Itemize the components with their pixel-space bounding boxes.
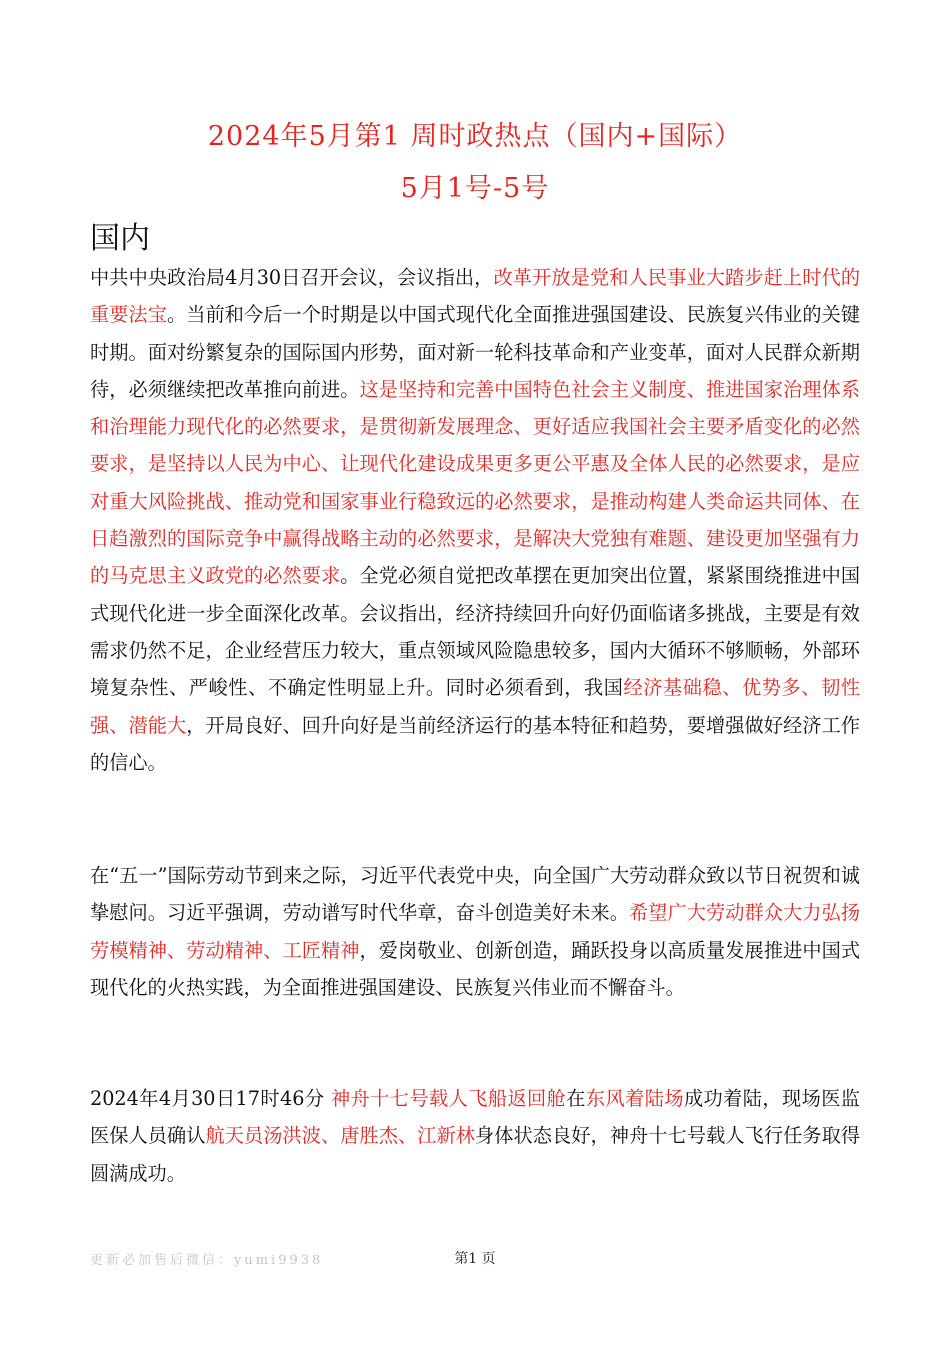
highlight-text: 东风着陆场	[585, 1087, 684, 1110]
text-run: 在	[566, 1087, 586, 1110]
highlight-text: 神舟十七号载人飞船返回舱	[330, 1087, 567, 1110]
document-subtitle: 5月1号-5号	[400, 173, 550, 204]
highlight-text: 经济基础稳、优势多、韧性强、潜能大	[90, 676, 861, 737]
highlight-text: 希望广大劳动群众大力弘扬劳模精神、劳动精神、工匠精神	[90, 901, 861, 962]
text-run: 2024年4月30日17时46分	[90, 1087, 331, 1110]
highlight-text: 改革开放是党和人民事业大踏步赶上时代的重要法宝	[90, 266, 861, 327]
text-run: ，开局良好、回升向好是当前经济运行的基本特征和趋势，要增强做好经济工作的信心。	[90, 713, 861, 774]
paragraph-shenzhou-17	[90, 1080, 860, 1192]
text-run: ，爱岗敬业、创新创造，踊跃投身以高质量发展推进中国式现代化的火热实践，为全面推进强国建设、民族复兴伟业而不懈奋斗。	[90, 938, 861, 999]
page-number: 第1 页	[454, 1251, 496, 1267]
paragraph-labor-day	[90, 857, 860, 1006]
highlight-text: 航天员汤洪波、唐胜杰、江新林	[205, 1124, 476, 1148]
text-run: 成功着陆，现场医监医保人员确认	[90, 1087, 860, 1148]
footer-watermark-note: 更新必加售后微信：yumi9938	[90, 1253, 324, 1268]
highlight-text: 这是坚持和完善中国特色社会主义制度、推进国家治理体系和治理能力现代化的必然要求，是贯彻新发展理念、更好适应我国社会主要矛盾变化的必然要求，是坚持以人民为中心、让现代化建设成果更多更公平惠及全体人民的必然要求，是应对重大风险挑战、推动党和国家事业行稳致远的必然要求，是推动构建人类命运共同体、在日趋激烈的国际竞争中赢得战略主动的必然要求，是解决大党独有难题、建设更加坚强有力的马克思主义政党的必然要求	[90, 377, 861, 588]
paragraph-politburo-meeting	[90, 259, 860, 781]
section-heading-domestic: 国内	[90, 221, 150, 256]
text-run: 。全党必须自觉把改革摆在更加突出位置，紧紧围绕推进中国式现代化进一步全面深化改革。会议指出，经济持续回升向好仍面临诸多挑战，主要是有效需求仍然不足，企业经营压力较大，重点领域风险隐患较多，国内大循环不够顺畅，外部环境复杂性、严峻性、不确定性明显上升。同时必须看到，我国	[90, 564, 861, 700]
document-title: 2024年5月第1 周时政热点（国内+国际）	[207, 121, 743, 152]
text-run: 在“五一”国际劳动节到来之际，习近平代表党中央，向全国广大劳动群众致以节日祝贺和诚挚慰问。习近平强调，劳动谱写时代华章，奋斗创造美好未来。	[90, 864, 860, 925]
text-run: 。当前和今后一个时期是以中国式现代化全面推进强国建设、民族复兴伟业的关键时期。面对纷繁复杂的国际国内形势，面对新一轮科技革命和产业变革，面对人民群众新期待，必须继续把改革推向前进。	[90, 303, 861, 401]
text-run: 中共中央政治局4月30日召开会议，会议指出，	[90, 266, 494, 289]
text-run: 身体状态良好，神舟十七号载人飞行任务取得圆满成功。	[90, 1124, 861, 1185]
